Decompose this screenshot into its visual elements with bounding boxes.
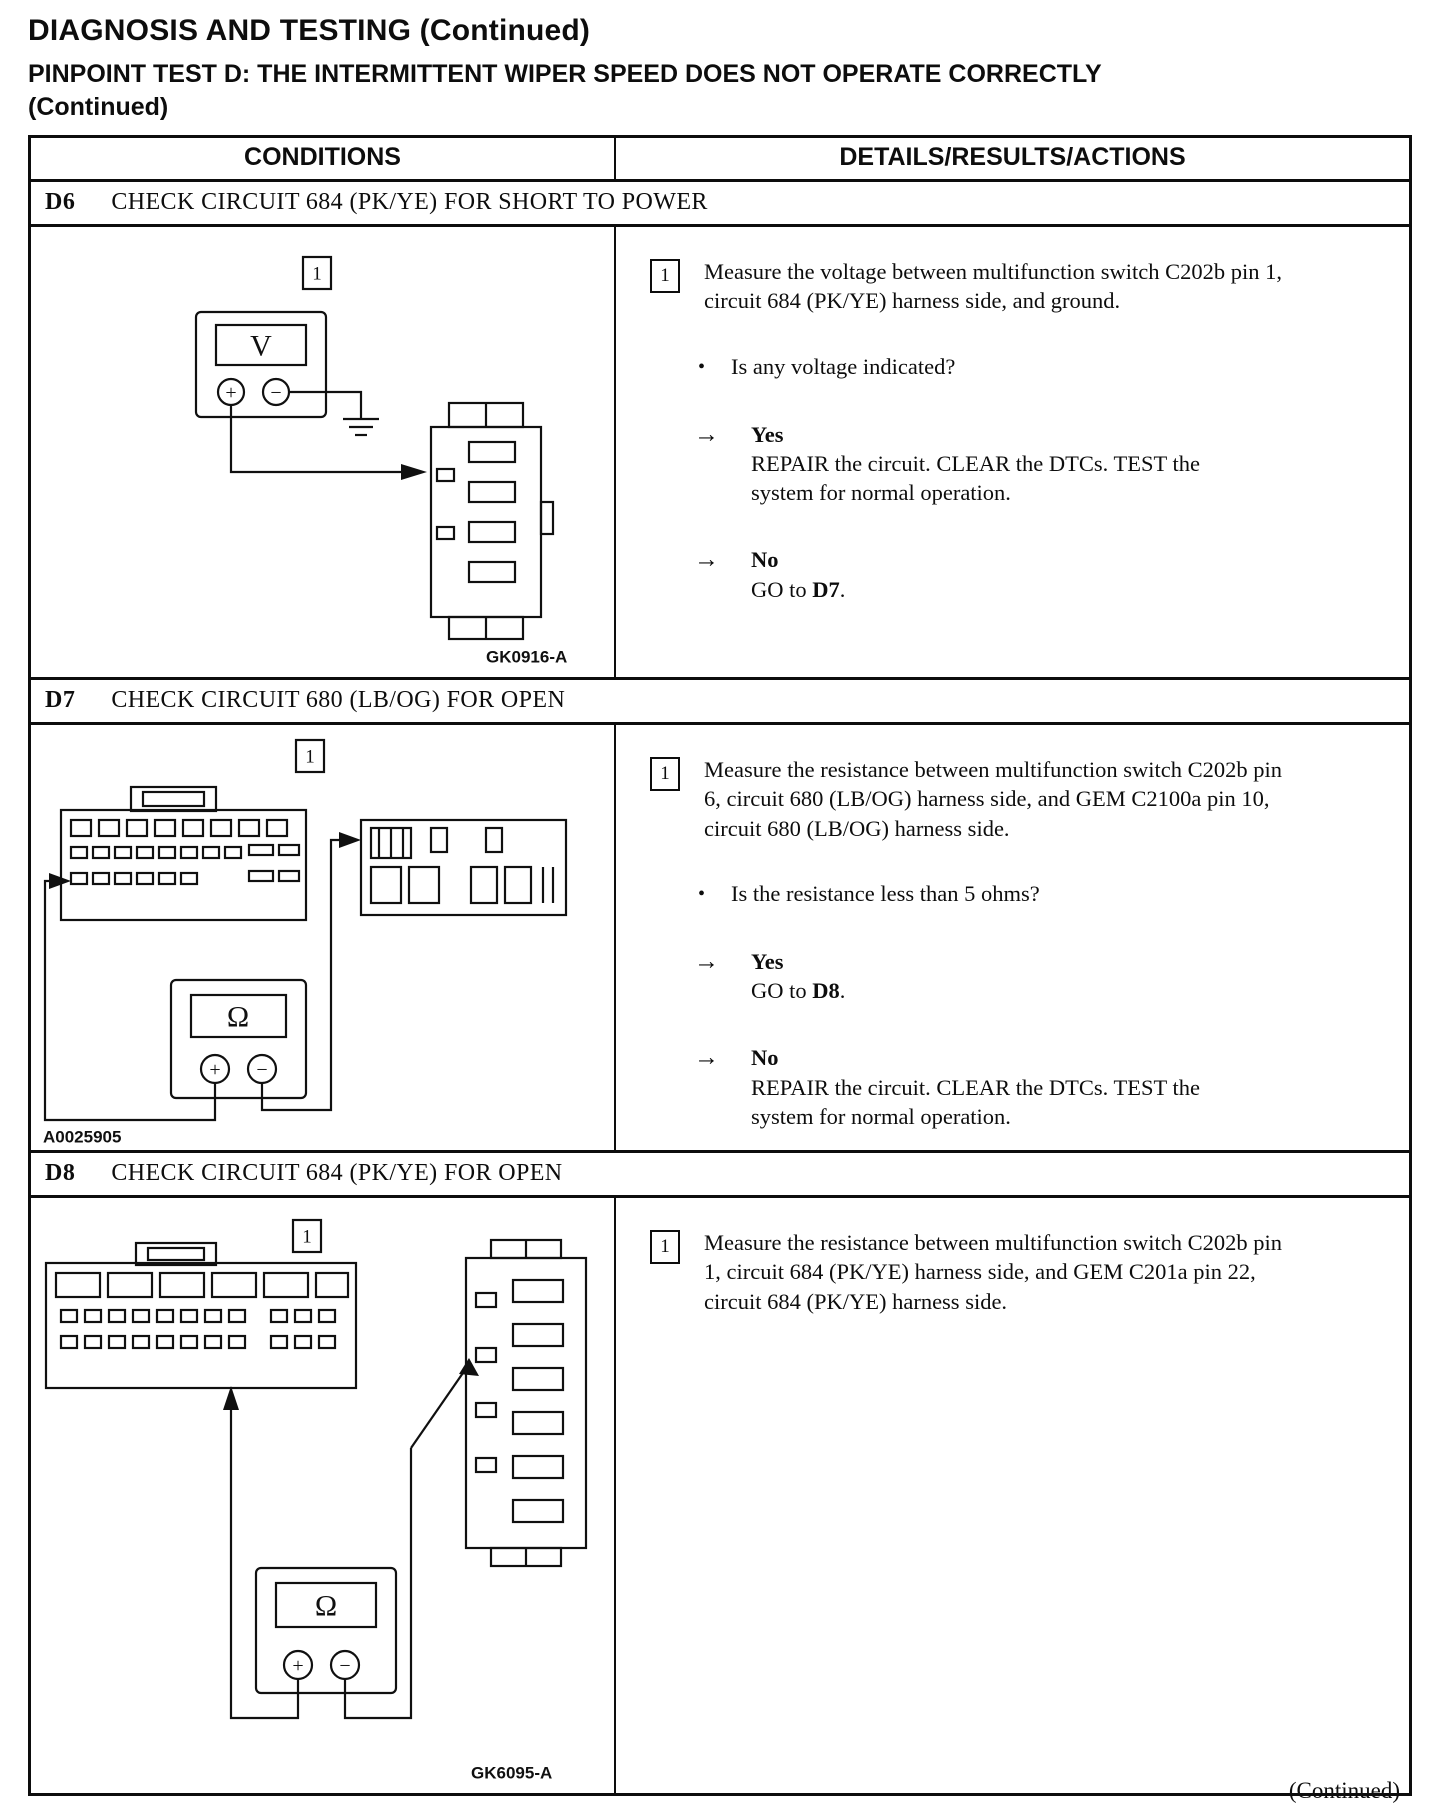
conditions-cell-d7 xyxy=(31,725,616,1150)
step-title-d7 xyxy=(31,677,1409,725)
probe-arrow-icon xyxy=(223,1386,239,1410)
arrow-right-icon: → xyxy=(694,420,719,448)
diagram-d6-voltmeter-connector xyxy=(31,227,616,677)
diagram-step-tag xyxy=(293,1220,321,1252)
result-action: GO to D8. xyxy=(751,978,846,1003)
step-body-d8 xyxy=(31,1198,1409,1793)
header-conditions: CONDITIONS xyxy=(31,138,616,179)
result-answer: No xyxy=(751,1045,779,1071)
question-text: Is the resistance less than 5 ohms? xyxy=(731,880,1040,906)
step-instruction: Measure the resistance between multifunction switch C202b pin 6, circuit 680 (LB/OG) harness side, and GEM C2100a pin 10, circuit 680 (LB/OG) harness side. xyxy=(704,757,1282,841)
result-yes xyxy=(694,420,1383,508)
step-id-d7: D7 xyxy=(45,687,76,713)
terminal-minus-label: − xyxy=(339,1655,351,1677)
probe-wire-left xyxy=(45,873,215,1120)
diagram-step-tag xyxy=(303,257,331,289)
multifunction-switch-connector xyxy=(61,787,306,920)
details-cell-d6 xyxy=(616,227,1409,677)
header-details-results-actions: DETAILS/RESULTS/ACTIONS xyxy=(839,143,1186,171)
details-cell-d7 xyxy=(616,725,1409,1150)
result-answer: Yes xyxy=(751,948,784,974)
step-number-box: 1 xyxy=(650,1230,680,1264)
arrow-right-icon: → xyxy=(694,546,719,574)
probe-arrow-icon xyxy=(339,832,361,848)
ground-symbol-icon xyxy=(289,392,379,435)
diagram-d8-ohmmeter-connectors xyxy=(31,1198,616,1793)
conditions-cell-d8 xyxy=(31,1198,616,1793)
step-name-d8: CHECK CIRCUIT 684 (PK/YE) FOR OPEN xyxy=(111,1160,563,1186)
ohmmeter xyxy=(256,1568,396,1693)
terminal-minus-label: − xyxy=(256,1059,268,1081)
pinpoint-test-title-line2: (Continued) xyxy=(28,92,169,121)
terminal-plus-label: + xyxy=(292,1655,304,1677)
figure-label: GK6095-A xyxy=(471,1763,553,1783)
step-title-d6 xyxy=(31,182,1409,227)
step-number-box: 1 xyxy=(650,259,680,293)
result-answer: Yes xyxy=(751,421,784,447)
step-id-d8: D8 xyxy=(45,1160,76,1186)
result-no xyxy=(694,1043,1383,1131)
gem-connector xyxy=(466,1240,586,1566)
result-answer: No xyxy=(751,547,779,573)
step-instruction: Measure the voltage between multifunction switch C202b pin 1, circuit 684 (PK/YE) harness side, and ground. xyxy=(704,259,1283,314)
section-title: DIAGNOSIS AND TESTING (Continued) xyxy=(28,14,591,47)
result-no-body xyxy=(751,1043,1231,1131)
conditions-cell-d6 xyxy=(31,227,616,677)
step-1-line xyxy=(650,755,1383,843)
gem-connector xyxy=(361,820,566,915)
details-cell-d8 xyxy=(616,1198,1409,1793)
step-1-line xyxy=(650,1228,1383,1316)
pinpoint-test-table xyxy=(28,135,1412,1796)
figure-label: GK0916-A xyxy=(486,647,568,667)
question-line xyxy=(698,352,1383,382)
result-yes xyxy=(694,947,1383,1006)
terminal-minus-label: − xyxy=(270,382,282,404)
result-action: REPAIR the circuit. CLEAR the DTCs. TEST the system for normal operation. xyxy=(751,1074,1200,1129)
diagram-step-tag-label: 1 xyxy=(305,746,315,768)
step-1-line xyxy=(650,257,1383,316)
terminal-plus-label: + xyxy=(209,1059,221,1081)
terminal-plus-label: + xyxy=(225,382,237,404)
diagram-step-tag xyxy=(296,740,324,772)
step-name-d6: CHECK CIRCUIT 684 (PK/YE) FOR SHORT TO POWER xyxy=(111,189,708,215)
pinpoint-test-title xyxy=(28,58,1412,123)
result-action: GO to D7. xyxy=(751,576,846,602)
voltmeter xyxy=(196,312,326,417)
bullet-icon: • xyxy=(698,355,706,378)
question-text: Is any voltage indicated? xyxy=(731,353,956,379)
result-action: REPAIR the circuit. CLEAR the DTCs. TEST the system for normal operation. xyxy=(751,450,1200,505)
step-title-d8 xyxy=(31,1150,1409,1198)
figure-label: A0025905 xyxy=(43,1127,122,1147)
probe-wire-left xyxy=(223,1386,298,1718)
step-number-box: 1 xyxy=(650,757,680,791)
result-yes-body xyxy=(751,947,845,1006)
step-body-d6 xyxy=(31,227,1409,677)
step-instruction: Measure the resistance between multifunction switch C202b pin 1, circuit 684 (PK/YE) harness side, and GEM C201a pin 22, circuit 684 (PK/YE) harness side. xyxy=(704,1230,1282,1314)
multifunction-switch-connector xyxy=(46,1243,356,1388)
table-header-row xyxy=(31,138,1409,182)
ohmmeter xyxy=(171,980,306,1098)
result-yes-body xyxy=(751,420,1231,508)
page-continued-note: (Continued) xyxy=(1288,1778,1400,1803)
diagram-d7-ohmmeter-connectors xyxy=(31,725,616,1150)
multifunction-switch-connector xyxy=(431,403,553,639)
result-no xyxy=(694,545,1383,604)
bullet-icon: • xyxy=(698,882,706,905)
step-body-d7 xyxy=(31,725,1409,1150)
diagram-step-tag-label: 1 xyxy=(312,263,322,285)
question-line xyxy=(698,879,1383,909)
diagram-step-tag-label: 1 xyxy=(302,1226,312,1248)
meter-display: Ω xyxy=(226,1000,250,1034)
meter-display: Ω xyxy=(314,1589,338,1623)
probe-wire-right xyxy=(345,1358,479,1718)
result-no-body xyxy=(751,545,845,604)
pinpoint-test-title-line1: PINPOINT TEST D: THE INTERMITTENT WIPER SPEED DOES NOT OPERATE CORRECTLY xyxy=(28,60,1102,88)
step-id-d6: D6 xyxy=(45,189,76,215)
arrow-right-icon: → xyxy=(694,947,719,975)
probe-arrow-icon xyxy=(401,464,427,480)
arrow-right-icon: → xyxy=(694,1044,719,1072)
meter-display: V xyxy=(250,329,272,363)
step-name-d7: CHECK CIRCUIT 680 (LB/OG) FOR OPEN xyxy=(111,687,566,713)
